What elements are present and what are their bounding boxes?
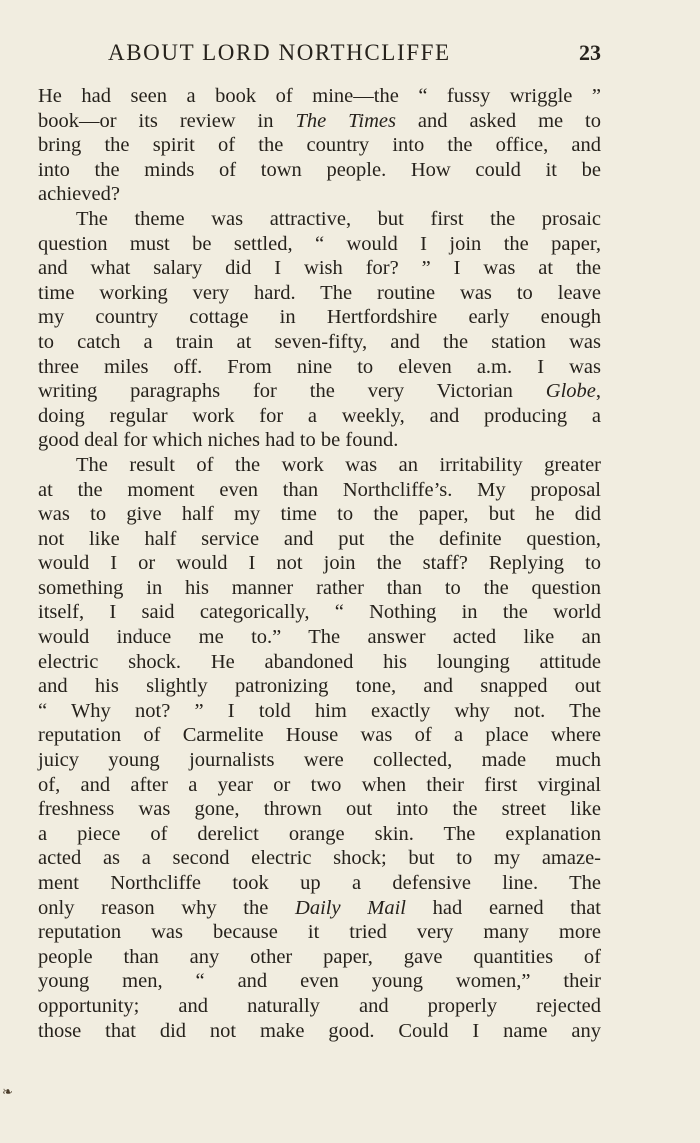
text-line: something in his manner rather than to the question [38,576,601,599]
text-line: was to give half my time to the paper, but he did [38,503,601,526]
text-line: “ Why not? ” I told him exactly why not. The [38,699,601,722]
text-line: into the minds of town people. How could it be [38,158,601,181]
text-line: book—or its review in The Times and asked me to [38,109,602,132]
text-line: to catch a train at seven-fifty, and the station was [38,330,601,353]
text-line: achieved? [38,183,120,206]
text-line: freshness was gone, thrown out into the street like [38,798,601,821]
text-line: opportunity; and naturally and properly rejected [38,994,601,1017]
text-line: would induce me to.” The answer acted like an [38,626,601,649]
ink-speck-icon: ❧ [2,1084,13,1099]
text-line: bring the spirit of the country into the office, and [38,134,601,157]
text-line: The theme was attractive, but first the prosaic [76,207,601,230]
text-line: electric shock. He abandoned his lounging attitude [38,650,601,673]
text-line: would I or would I not join the staff? Replying to [38,552,601,575]
page-number: 23 [579,40,601,65]
text-line: not like half service and put the definite question, [38,527,601,550]
text-line: my country cottage in Hertfordshire early enough [38,306,601,329]
text-line: and what salary did I wish for? ” I was at the [38,257,601,280]
text-line: itself, I said categorically, “ Nothing in the world [38,601,601,624]
body-text [38,84,601,1043]
text-line: question must be settled, “ would I join the paper, [38,232,601,255]
text-line: young men, “ and even young women,” their [38,970,601,993]
text-line: and his slightly patronizing tone, and snapped out [38,675,601,698]
text-line: at the moment even than Northcliffe’s. My proposal [38,478,601,501]
text-line: reputation was because it tried very many more [38,921,601,944]
text-line: of, and after a year or two when their first virginal [38,773,601,796]
text-line: a piece of derelict orange skin. The explanation [38,822,601,845]
running-head [38,36,601,70]
text-line: The result of the work was an irritability greater [76,453,601,476]
text-line: reputation of Carmelite House was of a place where [38,724,601,747]
running-title: ABOUT LORD NORTHCLIFFE [108,40,451,65]
text-line: only reason why the Daily Mail had earned that [38,896,601,919]
text-line: three miles off. From nine to eleven a.m. I was [38,355,601,378]
text-line: people than any other paper, gave quantities of [38,945,601,968]
text-line: juicy young journalists were collected, made much [38,749,601,772]
text-line: writing paragraphs for the very Victorian Globe, [38,380,601,403]
text-line: ment Northcliffe took up a defensive line. The [38,872,601,894]
text-line: doing regular work for a weekly, and producing a [38,404,601,427]
text-line: time working very hard. The routine was to leave [38,281,601,304]
text-line: He had seen a book of mine—the “ fussy wriggle ” [38,85,601,107]
text-line: good deal for which niches had to be found. [38,429,399,452]
text-line: those that did not make good. Could I name any [38,1019,601,1042]
text-line: acted as a second electric shock; but to my amaze- [38,847,601,870]
